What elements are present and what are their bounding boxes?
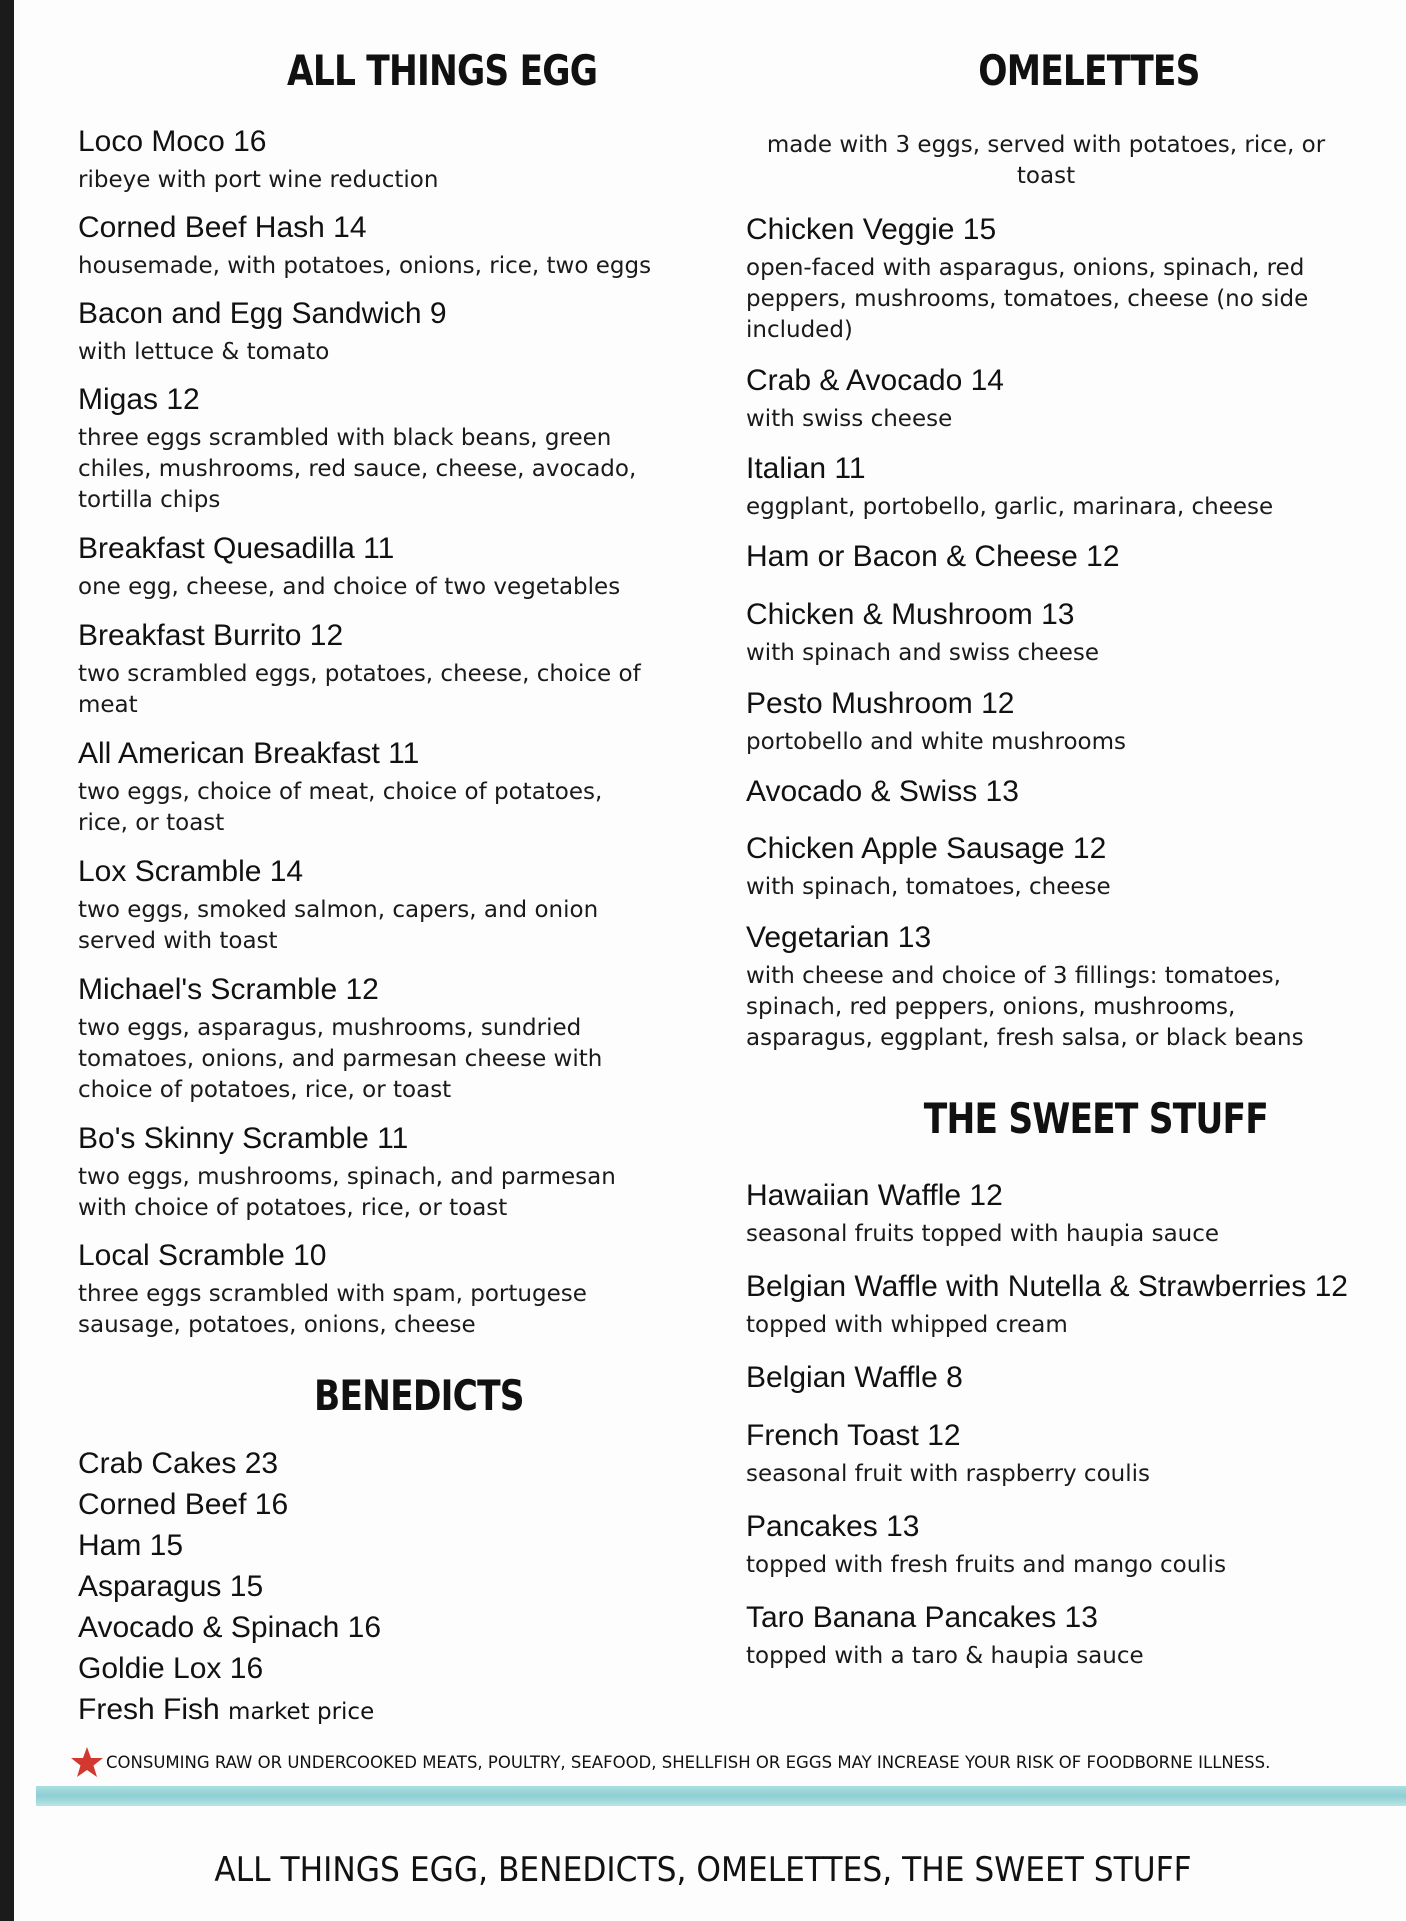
menu-item-name: Bo's Skinny Scramble 11: [78, 1122, 409, 1155]
menu-item-desc: rice, or toast: [78, 810, 225, 836]
menu-item-desc: sausage, potatoes, onions, cheese: [78, 1312, 476, 1338]
menu-item-desc: with spinach, tomatoes, cheese: [746, 874, 1111, 900]
menu-item-name: Breakfast Quesadilla 11: [78, 532, 395, 565]
benedict-item: Goldie Lox 16: [78, 1652, 264, 1685]
menu-item-name: Michael's Scramble 12: [78, 973, 379, 1006]
menu-item-name: Breakfast Burrito 12: [78, 619, 344, 652]
menu-item-name: Loco Moco 16: [78, 125, 267, 158]
menu-item-desc: two eggs, mushrooms, spinach, and parmesan: [78, 1164, 616, 1190]
menu-item-desc: two scrambled eggs, potatoes, cheese, choice of: [78, 661, 641, 687]
menu-item-desc: topped with fresh fruits and mango coulis: [746, 1552, 1227, 1578]
menu-item-name: Ham or Bacon & Cheese 12: [746, 540, 1120, 573]
menu-item-desc: topped with whipped cream: [746, 1312, 1068, 1338]
menu-item-desc: with choice of potatoes, rice, or toast: [78, 1195, 508, 1221]
section-heading-all-things-egg: ALL THINGS EGG: [287, 46, 598, 95]
menu-item-desc: meat: [78, 692, 138, 718]
foodborne-warning: [70, 1746, 1370, 1778]
fresh-fish-price: market price: [228, 1699, 375, 1725]
menu-item-name: Italian 11: [746, 452, 866, 485]
omelettes-note: made with 3 eggs, served with potatoes, rice, or toast: [766, 132, 1326, 189]
menu-item-desc: with cheese and choice of 3 fillings: tomatoes,: [746, 963, 1281, 989]
menu-item-desc: three eggs scrambled with black beans, green: [78, 425, 612, 451]
section-heading-benedicts: BENEDICTS: [314, 1371, 524, 1420]
menu-item-name: Hawaiian Waffle 12: [746, 1179, 1003, 1212]
menu-item-desc: eggplant, portobello, garlic, marinara, cheese: [746, 494, 1274, 520]
menu-item-desc: seasonal fruit with raspberry coulis: [746, 1461, 1150, 1487]
menu-item-name: Chicken & Mushroom 13: [746, 598, 1075, 631]
menu-item-desc: chiles, mushrooms, red sauce, cheese, avocado,: [78, 456, 637, 482]
menu-item-name: Avocado & Swiss 13: [746, 775, 1019, 808]
menu-item-name: Chicken Apple Sausage 12: [746, 832, 1107, 865]
menu-item-desc: open-faced with asparagus, onions, spinach, red: [746, 255, 1305, 281]
menu-item-desc: peppers, mushrooms, tomatoes, cheese (no side: [746, 286, 1309, 312]
section-heading-omelettes: OMELETTES: [978, 46, 1200, 95]
warning-text: CONSUMING RAW OR UNDERCOOKED MEATS, POULTRY, SEAFOOD, SHELLFISH OR EGGS MAY INCREASE YOUR RISK OF FOODBORNE ILLNESS.: [106, 1753, 1271, 1772]
menu-item-desc: two eggs, choice of meat, choice of potatoes,: [78, 779, 603, 805]
footer-title: ALL THINGS EGG, BENEDICTS, OMELETTES, THE SWEET STUFF: [214, 1850, 1192, 1890]
menu-item-desc: three eggs scrambled with spam, portugese: [78, 1281, 587, 1307]
benedict-item: Ham 15: [78, 1529, 184, 1562]
menu-item-name: Belgian Waffle 8: [746, 1361, 963, 1394]
menu-item-desc: housemade, with potatoes, onions, rice, two eggs: [78, 253, 652, 279]
benedict-item-fresh-fish: [78, 1695, 374, 1725]
menu-item-desc: served with toast: [78, 928, 278, 954]
menu-item-name: Crab & Avocado 14: [746, 364, 1004, 397]
benedict-item: Asparagus 15: [78, 1570, 264, 1603]
star-icon: [70, 1746, 104, 1778]
menu-item-name: Lox Scramble 14: [78, 855, 304, 888]
section-heading-sweet-stuff: THE SWEET STUFF: [923, 1094, 1268, 1143]
menu-item-desc: portobello and white mushrooms: [746, 729, 1126, 755]
menu-item-name: Local Scramble 10: [78, 1239, 327, 1272]
benedict-item: Crab Cakes 23: [78, 1447, 279, 1480]
menu-item-name: Chicken Veggie 15: [746, 213, 997, 246]
menu-item-desc: tomatoes, onions, and parmesan cheese with: [78, 1046, 603, 1072]
menu-item-name: Vegetarian 13: [746, 921, 932, 954]
benedict-item: Corned Beef 16: [78, 1488, 289, 1521]
menu-item-name: Corned Beef Hash 14: [78, 211, 367, 244]
menu-item-desc: with swiss cheese: [746, 406, 953, 432]
menu-item-desc: choice of potatoes, rice, or toast: [78, 1077, 452, 1103]
menu-item-desc: with spinach and swiss cheese: [746, 640, 1099, 666]
benedict-item: Avocado & Spinach 16: [78, 1611, 382, 1644]
menu-item-desc: spinach, red peppers, onions, mushrooms,: [746, 994, 1236, 1020]
menu-item-desc: topped with a taro & haupia sauce: [746, 1643, 1144, 1669]
menu-item-desc: asparagus, eggplant, fresh salsa, or black beans: [746, 1025, 1304, 1051]
menu-item-desc: with lettuce & tomato: [78, 339, 330, 365]
menu-item-desc: seasonal fruits topped with haupia sauce: [746, 1221, 1220, 1247]
divider-rule: [36, 1786, 1406, 1806]
menu-item-name: French Toast 12: [746, 1419, 961, 1452]
menu-item-desc: two eggs, smoked salmon, capers, and onion: [78, 897, 599, 923]
menu-item-desc: ribeye with port wine reduction: [78, 167, 439, 193]
fresh-fish-label: Fresh Fish: [78, 1693, 220, 1726]
menu-item-desc: tortilla chips: [78, 487, 221, 513]
menu-item-name: Migas 12: [78, 383, 200, 416]
menu-item-desc: one egg, cheese, and choice of two vegetables: [78, 574, 621, 600]
scan-edge: [0, 0, 14, 1921]
menu-item-name: All American Breakfast 11: [78, 737, 420, 770]
menu-item-desc: two eggs, asparagus, mushrooms, sundried: [78, 1015, 582, 1041]
menu-item-name: Pancakes 13: [746, 1510, 920, 1543]
menu-item-name: Belgian Waffle with Nutella & Strawberries 12: [746, 1270, 1348, 1303]
menu-item-desc: included): [746, 317, 853, 343]
menu-item-name: Taro Banana Pancakes 13: [746, 1601, 1098, 1634]
menu-item-name: Bacon and Egg Sandwich 9: [78, 297, 447, 330]
menu-item-name: Pesto Mushroom 12: [746, 687, 1015, 720]
